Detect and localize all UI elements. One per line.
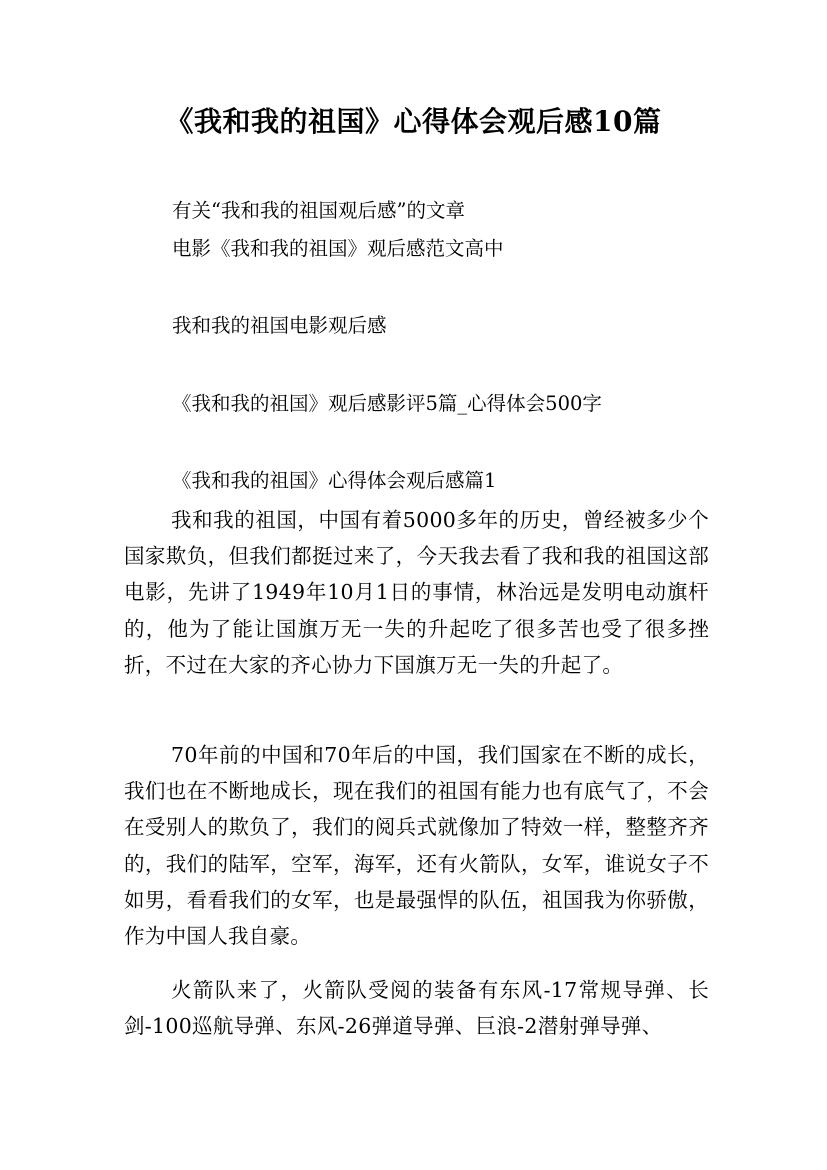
related-article-link[interactable]: 《我和我的祖国》观后感影评5篇_心得体会500字 (172, 392, 602, 415)
related-articles-heading: 有关“我和我的祖国观后感”的文章 (172, 199, 465, 222)
page-title: 《我和我的祖国》心得体会观后感10篇 (165, 105, 662, 138)
related-article-link[interactable]: 电影《我和我的祖国》观后感范文高中 (172, 237, 504, 260)
body-paragraph: 我和我的祖国，中国有着5000多年的历史，曾经被多少个国家欺负，但我们都挺过来了，今天我去看了我和我的祖国这部电影，先讲了1949年10月1日的事情，林治远是发明电动旗杆的，他为了能让国旗万无一失的升起吃了很多苦也受了很多挫折，不过在大家的齐心协力下国旗万无一失的升起了。 (124, 508, 709, 677)
body-paragraph: 火箭队来了，火箭队受阅的装备有东风-17常规导弹、长剑-100巡航导弹、东风-26弹道导弹、巨浪-2潜射弹导弹、 (124, 978, 709, 1039)
related-article-link[interactable]: 我和我的祖国电影观后感 (172, 314, 387, 337)
section-heading: 《我和我的祖国》心得体会观后感篇1 (172, 469, 497, 492)
body-paragraph: 70年前的中国和70年后的中国，我们国家在不断的成长，我们也在不断地成长，现在我们的祖国有能力也有底气了，不会在受别人的欺负了，我们的阅兵式就像加了特效一样，整整齐齐的，我们的陆军，空军，海军，还有火箭队，女军，谁说女子不如男，看看我们的女军，也是最强悍的队伍，祖国我为你骄傲，作为中国人我自豪。 (124, 743, 709, 949)
